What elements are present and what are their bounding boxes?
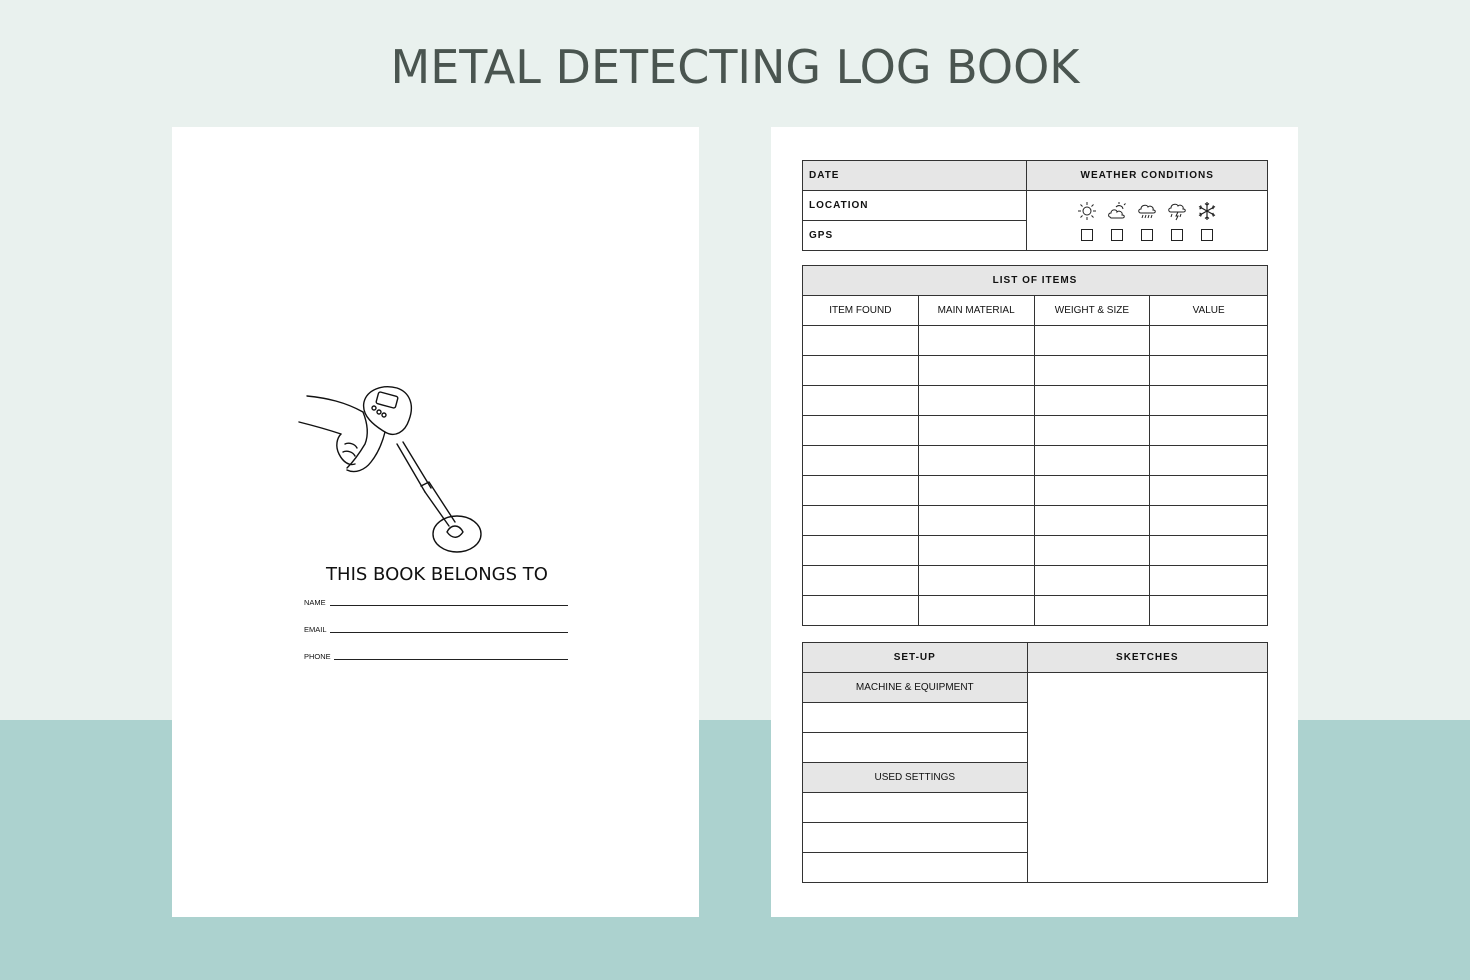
settings-row[interactable]	[803, 823, 1028, 853]
settings-row[interactable]	[803, 853, 1028, 883]
item-cell[interactable]	[803, 566, 919, 596]
item-cell[interactable]	[803, 386, 919, 416]
email-field[interactable]	[304, 620, 568, 634]
email-label: EMAIL	[304, 625, 327, 634]
weight-cell[interactable]	[1034, 596, 1150, 626]
value-cell[interactable]	[1150, 416, 1268, 446]
weight-cell[interactable]	[1034, 446, 1150, 476]
item-cell[interactable]	[803, 356, 919, 386]
material-cell[interactable]	[918, 536, 1034, 566]
name-field[interactable]	[304, 593, 568, 607]
name-label: NAME	[304, 598, 326, 607]
sketches-title: SKETCHES	[1027, 643, 1267, 673]
table-row	[803, 356, 1268, 386]
sketches-area[interactable]	[1027, 673, 1267, 883]
weather-checkboxes	[1027, 229, 1267, 241]
value-cell[interactable]	[1150, 476, 1268, 506]
setup-title: SET-UP	[803, 643, 1028, 673]
weight-cell[interactable]	[1034, 416, 1150, 446]
used-settings-label: USED SETTINGS	[803, 763, 1028, 793]
table-row	[803, 476, 1268, 506]
item-cell[interactable]	[803, 596, 919, 626]
machine-row[interactable]	[803, 703, 1028, 733]
material-cell[interactable]	[918, 566, 1034, 596]
table-row	[803, 506, 1268, 536]
page-title: METAL DETECTING LOG BOOK	[390, 40, 1080, 94]
snow-checkbox[interactable]	[1201, 229, 1213, 241]
weight-cell[interactable]	[1034, 386, 1150, 416]
table-row	[803, 566, 1268, 596]
metal-detector-illustration	[297, 382, 497, 562]
material-cell[interactable]	[918, 506, 1034, 536]
rain-cloud-icon	[1137, 201, 1157, 221]
weather-cell	[1027, 191, 1268, 251]
left-page	[172, 127, 699, 917]
value-cell[interactable]	[1150, 356, 1268, 386]
items-table	[802, 265, 1268, 626]
material-cell[interactable]	[918, 326, 1034, 356]
item-cell[interactable]	[803, 536, 919, 566]
machine-equipment-label: MACHINE & EQUIPMENT	[803, 673, 1028, 703]
snowflake-icon	[1197, 201, 1217, 221]
partly-cloudy-icon	[1107, 201, 1127, 221]
column-main-material: MAIN MATERIAL	[918, 296, 1034, 326]
right-page	[771, 127, 1298, 917]
table-row	[803, 326, 1268, 356]
sun-icon	[1077, 201, 1097, 221]
material-cell[interactable]	[918, 386, 1034, 416]
value-cell[interactable]	[1150, 536, 1268, 566]
gps-label: GPS	[803, 221, 1027, 251]
partly-cloudy-checkbox[interactable]	[1111, 229, 1123, 241]
storm-checkbox[interactable]	[1171, 229, 1183, 241]
value-cell[interactable]	[1150, 596, 1268, 626]
table-row	[803, 416, 1268, 446]
item-cell[interactable]	[803, 506, 919, 536]
value-cell[interactable]	[1150, 326, 1268, 356]
weight-cell[interactable]	[1034, 476, 1150, 506]
weight-cell[interactable]	[1034, 536, 1150, 566]
value-cell[interactable]	[1150, 566, 1268, 596]
table-row	[803, 536, 1268, 566]
material-cell[interactable]	[918, 476, 1034, 506]
column-weight-size: WEIGHT & SIZE	[1034, 296, 1150, 326]
rain-checkbox[interactable]	[1141, 229, 1153, 241]
weight-cell[interactable]	[1034, 326, 1150, 356]
weight-cell[interactable]	[1034, 506, 1150, 536]
belongs-to-title: THIS BOOK BELONGS TO	[326, 564, 548, 585]
weight-cell[interactable]	[1034, 566, 1150, 596]
table-row	[803, 446, 1268, 476]
value-cell[interactable]	[1150, 386, 1268, 416]
date-label: DATE	[803, 161, 1027, 191]
material-cell[interactable]	[918, 446, 1034, 476]
info-table	[802, 160, 1268, 251]
table-row	[803, 386, 1268, 416]
phone-label: PHONE	[304, 652, 331, 661]
value-cell[interactable]	[1150, 506, 1268, 536]
item-cell[interactable]	[803, 446, 919, 476]
name-line	[330, 605, 568, 606]
storm-cloud-icon	[1167, 201, 1187, 221]
sun-checkbox[interactable]	[1081, 229, 1093, 241]
item-cell[interactable]	[803, 476, 919, 506]
setup-table	[802, 642, 1268, 883]
phone-line	[334, 659, 568, 660]
items-title: LIST OF ITEMS	[803, 266, 1268, 296]
item-cell[interactable]	[803, 326, 919, 356]
settings-row[interactable]	[803, 793, 1028, 823]
material-cell[interactable]	[918, 356, 1034, 386]
value-cell[interactable]	[1150, 446, 1268, 476]
email-line	[330, 632, 568, 633]
location-label: LOCATION	[803, 191, 1027, 221]
column-item-found: ITEM FOUND	[803, 296, 919, 326]
material-cell[interactable]	[918, 596, 1034, 626]
table-row	[803, 596, 1268, 626]
weight-cell[interactable]	[1034, 356, 1150, 386]
material-cell[interactable]	[918, 416, 1034, 446]
weather-icons	[1027, 201, 1267, 221]
weather-header: WEATHER CONDITIONS	[1027, 161, 1268, 191]
item-cell[interactable]	[803, 416, 919, 446]
phone-field[interactable]	[304, 647, 568, 661]
machine-row[interactable]	[803, 733, 1028, 763]
column-value: VALUE	[1150, 296, 1268, 326]
